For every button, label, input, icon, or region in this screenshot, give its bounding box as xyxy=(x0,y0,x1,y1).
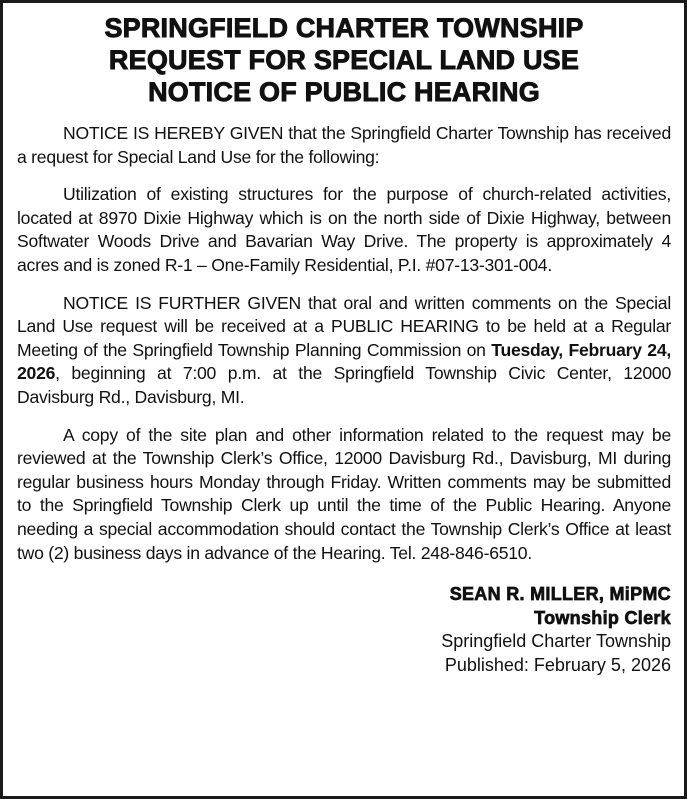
hearing-date: Tuesday, February 24, 2026 xyxy=(17,339,671,384)
signer-title: Township Clerk xyxy=(534,607,671,628)
paragraph-property-description: Utilization of existing structures for the purpose of church-related activities, located at 8970 Dixie Highway which is on the north side of Dixie Highway, between Softwater Woods Drive and Bavarian Way Drive. The property is approximately 4 acres and is zoned R-1 – One-Family Residential, P.I. #07-13-301-004. xyxy=(17,184,671,275)
paragraph-hearing-details xyxy=(17,292,671,410)
published-date: Published: February 5, 2026 xyxy=(444,654,671,675)
paragraph-notice-given: NOTICE IS HEREBY GIVEN that the Springfield Charter Township has received a request for Special Land Use for the following: xyxy=(17,123,671,167)
title-line-township: SPRINGFIELD CHARTER TOWNSHIP xyxy=(104,13,584,43)
signer-organization: Springfield Charter Township xyxy=(441,631,671,652)
hearing-text-after: , beginning at 7:00 p.m. at the Springfield Township Civic Center, 12000 Davisburg Rd., Davisburg, MI. xyxy=(17,363,671,407)
signer-name: SEAN R. MILLER, MiPMC xyxy=(449,584,671,605)
hearing-text-before: NOTICE IS FURTHER GIVEN that oral and written comments on the Special Land Use request will be received at a PUBLIC HEARING to be held at a Regular Meeting of the Springfield Township Planning Commission on xyxy=(17,292,671,360)
notice-title xyxy=(17,12,671,108)
title-line-request: REQUEST FOR SPECIAL LAND USE xyxy=(108,45,580,75)
title-line-hearing: NOTICE OF PUBLIC HEARING xyxy=(148,77,540,107)
paragraph-review-info: A copy of the site plan and other information related to the request may be reviewed at the Township Clerk’s Office, 12000 Davisburg Rd., Davisburg, MI during regular business hours Monday through Friday. Written comments may be submitted to the Springfield Township Clerk up until the time of the Public Hearing. Anyone needing a special accommodation should contact the Township Clerk’s Office at least two (2) business days in advance of the Hearing. Tel. 248-846-6510. xyxy=(17,424,671,563)
signature-block xyxy=(17,583,671,677)
